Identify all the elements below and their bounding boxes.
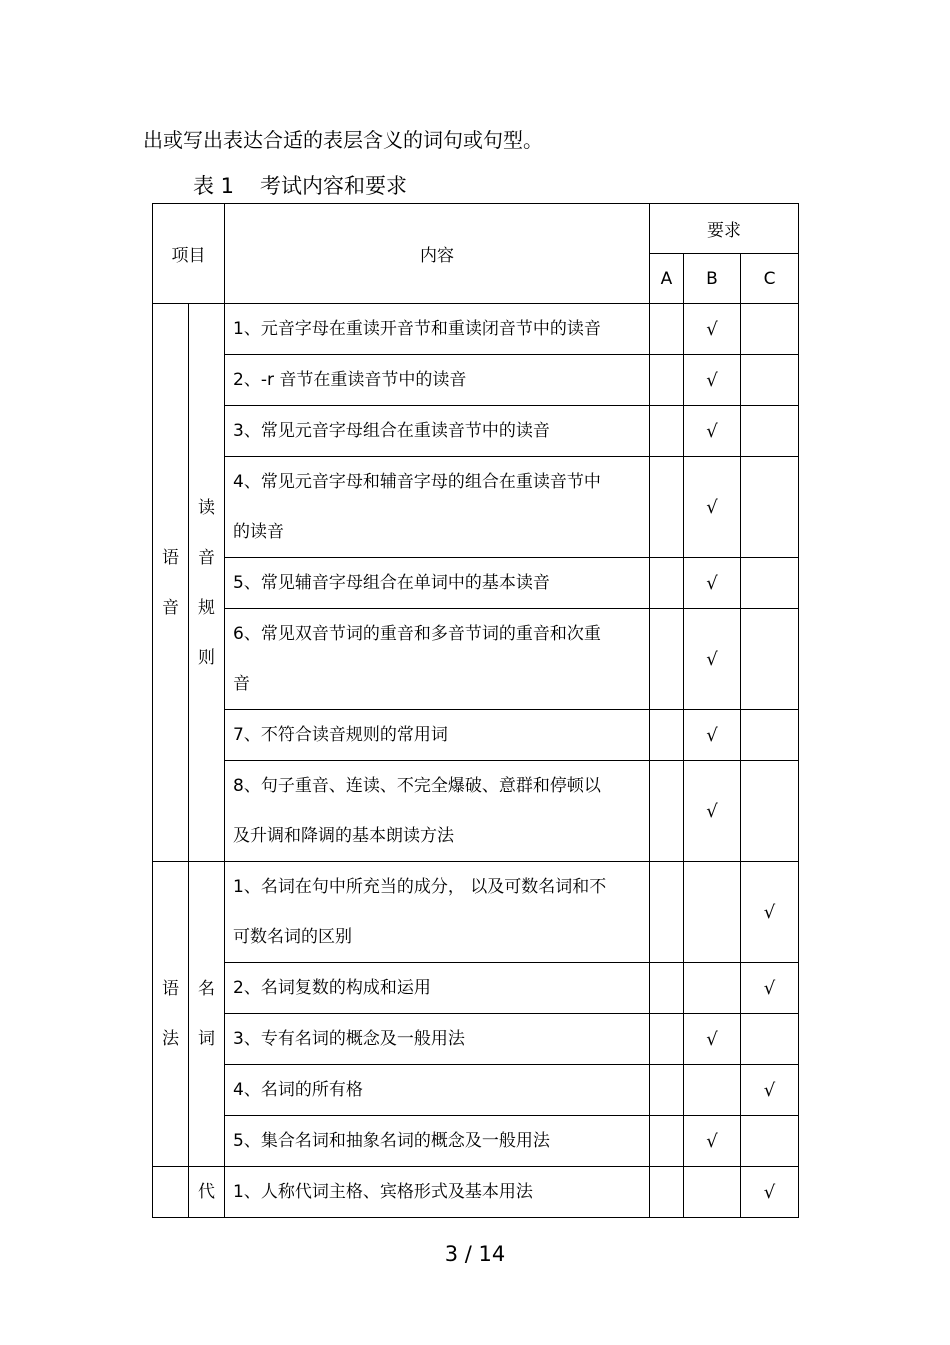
level-c-cell — [741, 1167, 799, 1218]
content-cell: 3、常见元音字母组合在重读音节中的读音 — [225, 406, 650, 457]
level-a-cell — [650, 710, 684, 761]
content-cell: 3、专有名词的概念及一般用法 — [225, 1014, 650, 1065]
level-b-cell — [684, 406, 741, 457]
header-content: 内容 — [225, 204, 650, 304]
content-cell: 5、集合名词和抽象名词的概念及一般用法 — [225, 1116, 650, 1167]
header-level-b: B — [684, 254, 741, 304]
header-level-a: A — [650, 254, 684, 304]
check-mark: √ — [706, 496, 718, 518]
table-number: 表 1 — [193, 174, 235, 198]
intro-text: 出或写出表达合适的表层含义的词句或句型。 — [143, 128, 543, 152]
level-b-cell — [684, 558, 741, 609]
content-cell: 4、常见元音字母和辅音字母的组合在重读音节中 的读音 — [225, 457, 650, 558]
check-mark: √ — [706, 572, 718, 594]
content-cell: 4、名词的所有格 — [225, 1065, 650, 1116]
level-a-cell — [650, 406, 684, 457]
level-c-cell — [741, 862, 799, 963]
level-a-cell — [650, 862, 684, 963]
table-row — [153, 406, 799, 457]
level-a-cell — [650, 304, 684, 355]
subcategory-cell: 代 — [189, 1167, 225, 1218]
check-mark: √ — [706, 800, 718, 822]
level-a-cell — [650, 963, 684, 1014]
level-a-cell — [650, 1116, 684, 1167]
content-cell: 8、句子重音、连读、不完全爆破、意群和停顿以 及升调和降调的基本朗读方法 — [225, 761, 650, 862]
level-b-cell — [684, 1065, 741, 1116]
level-b-cell — [684, 1116, 741, 1167]
level-c-cell — [741, 761, 799, 862]
level-a-cell — [650, 1167, 684, 1218]
check-mark: √ — [706, 318, 718, 340]
level-b-cell — [684, 457, 741, 558]
table-title: 考试内容和要求 — [260, 174, 408, 198]
check-mark: √ — [706, 1028, 718, 1050]
level-b-cell — [684, 355, 741, 406]
subcategory-cell: 读 音 规 则 — [189, 304, 225, 862]
level-a-cell — [650, 355, 684, 406]
level-b-cell — [684, 304, 741, 355]
table-row — [153, 761, 799, 862]
header-requirement: 要求 — [650, 204, 799, 254]
exam-requirements-table — [152, 203, 799, 1218]
level-c-cell — [741, 963, 799, 1014]
table-row — [153, 1116, 799, 1167]
check-mark: √ — [763, 977, 776, 999]
level-c-cell — [741, 304, 799, 355]
table-row — [153, 963, 799, 1014]
table-row — [153, 609, 799, 710]
category-cell — [153, 1167, 189, 1218]
level-b-cell — [684, 862, 741, 963]
content-cell: 5、常见辅音字母组合在单词中的基本读音 — [225, 558, 650, 609]
content-cell: 1、名词在句中所充当的成分， 以及可数名词和不 可数名词的区别 — [225, 862, 650, 963]
level-a-cell — [650, 457, 684, 558]
table-row — [153, 1014, 799, 1065]
level-c-cell — [741, 710, 799, 761]
content-cell: 7、不符合读音规则的常用词 — [225, 710, 650, 761]
content-cell: 2、-r 音节在重读音节中的读音 — [225, 355, 650, 406]
subcategory-cell: 名 词 — [189, 862, 225, 1167]
level-b-cell — [684, 761, 741, 862]
level-c-cell — [741, 406, 799, 457]
level-b-cell — [684, 1167, 741, 1218]
content-cell: 2、名词复数的构成和运用 — [225, 963, 650, 1014]
level-a-cell — [650, 558, 684, 609]
check-mark: √ — [763, 1181, 776, 1203]
level-a-cell — [650, 1014, 684, 1065]
category-cell: 语 音 — [153, 304, 189, 862]
check-mark: √ — [706, 369, 718, 391]
check-mark: √ — [763, 901, 776, 923]
table-row — [153, 1065, 799, 1116]
level-c-cell — [741, 457, 799, 558]
table-row — [153, 355, 799, 406]
level-a-cell — [650, 1065, 684, 1116]
check-mark: √ — [706, 1130, 718, 1152]
table-row — [153, 304, 799, 355]
content-cell: 6、常见双音节词的重音和多音节词的重音和次重 音 — [225, 609, 650, 710]
level-b-cell — [684, 609, 741, 710]
table-row — [153, 1167, 799, 1218]
level-b-cell — [684, 710, 741, 761]
header-level-c: C — [741, 254, 799, 304]
check-mark: √ — [706, 724, 718, 746]
level-c-cell — [741, 609, 799, 710]
level-c-cell — [741, 558, 799, 609]
check-mark: √ — [706, 648, 718, 670]
table-row — [153, 862, 799, 963]
level-c-cell — [741, 1116, 799, 1167]
level-c-cell — [741, 1065, 799, 1116]
level-c-cell — [741, 1014, 799, 1065]
table-row — [153, 710, 799, 761]
table-row — [153, 558, 799, 609]
header-item: 项目 — [153, 204, 225, 304]
level-b-cell — [684, 963, 741, 1014]
content-cell: 1、元音字母在重读开音节和重读闭音节中的读音 — [225, 304, 650, 355]
category-cell: 语 法 — [153, 862, 189, 1167]
check-mark: √ — [706, 420, 718, 442]
level-a-cell — [650, 761, 684, 862]
level-c-cell — [741, 355, 799, 406]
table-caption — [193, 170, 407, 200]
level-a-cell — [650, 609, 684, 710]
check-mark: √ — [763, 1079, 776, 1101]
page-number: 3 / 14 — [444, 1242, 506, 1266]
content-cell: 1、人称代词主格、宾格形式及基本用法 — [225, 1167, 650, 1218]
table-row — [153, 457, 799, 558]
level-b-cell — [684, 1014, 741, 1065]
